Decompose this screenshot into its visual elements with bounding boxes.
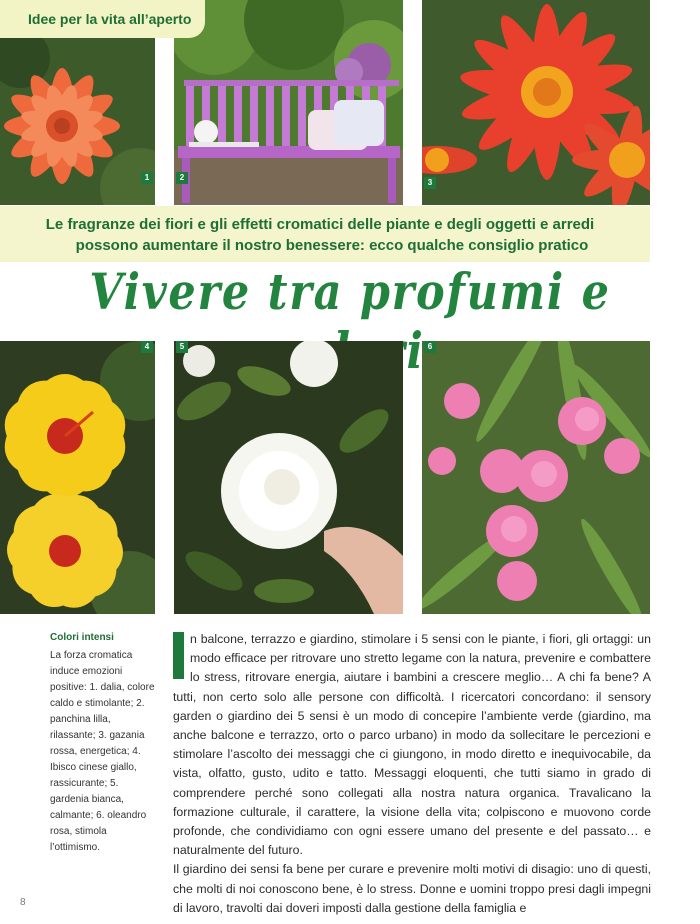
drop-cap-bar [173,632,184,679]
photo-number-5: 5 [176,341,188,353]
subtitle-line-1: Le fragranze dei fiori e gli effetti cromatici delle piante e degli oggetti e arredi [45,216,595,233]
article-paragraph-1: n balcone, terrazzo e giardino, stimolare i 5 sensi con le piante, i fiori, gli ortaggi: un modo efficace per ritrovare uno stretto legame con la natura, prevenire e combattere lo stress, ritrovare energia, aiutare i bambini a crescere meglio… A chi fa bene? A tutti, non certo solo alle persone con difficoltà. I ricercatori concordano: il sensory garden o giardino dei 5 sensi è un modo di concepire l’ambiente verde (giardino, ma anche balcone e terrazzo, orto o parco urbano) in modo da sollecitare le percezioni e stimolare l’ascolto dei messaggi che ci giungono, in modo diretto e inequivocabile, da vista, olfatto, gusto, udito e tatto. Messaggi eloquenti, che tutti siamo in grado di comprendere perché sono collegati alla nostra natura organica. Travalicano la formazione culturale, il carattere, la visione della vita; colpiscono e muovono corde profonde, che condividiamo con ogni essere umano del presente e del passato… e naturalmente del futuro. [173,632,651,858]
photo-hibiscus [0,341,155,614]
article-body [173,630,651,918]
photo-gazania [422,0,650,205]
article-paragraph-2: Il giardino dei sensi fa bene per curare e prevenire molti motivi di disagio: uno di questi, che molti di noi conoscono bene, è lo stress. Donne e uomini troppo presi dagli impegni di lavoro, travolti dai doveri imposti dalla gestione della famiglia e [173,862,651,915]
photo-bench [174,0,403,205]
photo-number-4: 4 [141,341,153,353]
sidebar-text: La forza cromatica induce emozioni positive: 1. dalia, colore caldo e stimolante; 2. panchina lilla, rilassante; 3. gazania rossa, energetica; 4. Ibisco cinese giallo, rassicurante; 5. gardenia bianca, calmante; 6. oleandro rosa, stimola l’ottimismo. [50,650,155,853]
photo-number-3: 3 [424,177,436,189]
subtitle-band [0,206,650,262]
subtitle-line-2: possono aumentare il nostro benessere: ecco qualche consiglio pratico [75,237,589,254]
photo-number-6: 6 [424,341,436,353]
page-title: Vivere tra profumi e [89,262,611,321]
section-tag-label: Idee per la vita all’aperto [28,11,192,27]
photo-dahlia [0,38,155,205]
photo-gardenia [174,341,403,614]
photo-number-2: 2 [176,172,188,184]
page-number: 8 [20,897,26,908]
sidebar-heading: Colori intensi [50,632,114,643]
photo-number-1: 1 [141,172,153,184]
photo-oleander [422,341,650,614]
section-tag [0,0,205,38]
